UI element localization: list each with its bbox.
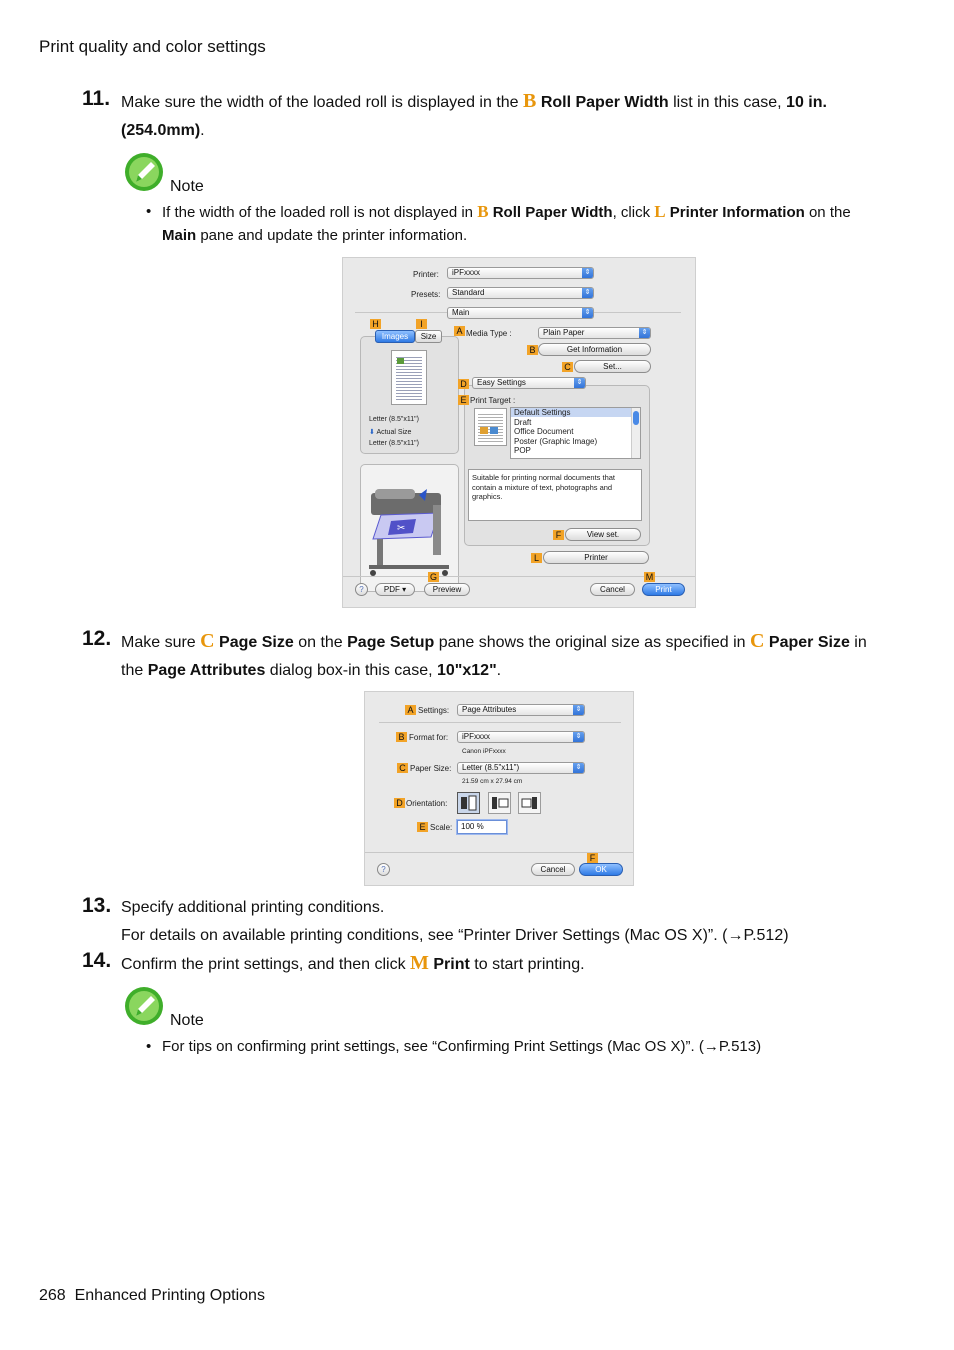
get-information-button[interactable]: Get Information [538,343,651,356]
callout-h: H [370,319,381,329]
note-pencil-icon [124,152,166,192]
ok-button[interactable]: OK [579,863,623,876]
step-12-text: Make sure C Page Size on the Page Setup pane shows the original size as specified in C Paper Size in the Page Attributes dialog box-in this case, 10"x12". [121,630,867,679]
popup-arrows-icon: ⇕ [582,267,593,279]
large-format-printer-icon [361,465,458,591]
paper-size-subtext: 21.59 cm x 27.94 cm [462,778,523,785]
printer-image-panel [360,464,459,592]
portrait-orientation-button[interactable] [457,792,480,814]
reverse-landscape-icon [519,793,540,813]
media-type-popup[interactable]: Plain Paper ⇕ [538,327,651,339]
format-for-popup[interactable]: iPFxxxx ⇕ [457,731,585,743]
footer-section: Enhanced Printing Options [74,1287,265,1304]
list-item[interactable]: Default Settings Draft Office Document Poster (Graphic Image) POP [514,408,598,455]
format-for-label: Format for: [409,733,449,742]
callout-f: F [553,530,564,540]
callout-a: A [454,326,465,336]
popup-arrows-icon: ⇕ [573,762,584,774]
set-button[interactable]: Set... [574,360,651,373]
note-2-bullet: • For tips on confirming print settings, see “Confirming Print Settings (Mac OS X)”. (→P.513) [146,1035,886,1059]
format-for-subtext: Canon iPFxxxx [462,748,506,755]
callout-c: C [562,362,573,372]
help-button[interactable]: ? [377,863,390,876]
step-number-11: 11. [82,87,111,110]
pane-popup[interactable]: Main ⇕ [447,307,594,319]
popup-arrows-icon: ⇕ [573,704,584,716]
cancel-button[interactable]: Cancel [590,583,635,596]
popup-arrows-icon: ⇕ [574,377,585,389]
popup-arrows-icon: ⇕ [582,307,593,319]
step-number-12: 12. [82,627,112,650]
popup-arrows-icon: ⇕ [582,287,593,299]
view-set-button[interactable]: View set. [565,528,641,541]
callout-b: B [527,345,538,355]
printer-popup[interactable]: iPFxxxx ⇕ [447,267,594,279]
scale-input[interactable]: 100 % [457,820,507,834]
svg-text:✂: ✂ [397,523,406,534]
step-number-13: 13. [82,894,112,917]
tab-images[interactable]: Images [375,330,415,343]
callout-a: A [405,705,416,715]
settings-popup[interactable]: Page Attributes ⇕ [457,704,585,716]
note-1-bullet: • If the width of the loaded roll is not displayed in B Roll Paper Width, click L Printer Information on the Main pane and update the printer information. [146,202,851,244]
tab-size[interactable]: Size [415,330,442,343]
target-thumbnail [474,408,507,446]
step-11-text: Make sure the width of the loaded roll is displayed in the B Roll Paper Width list in this case, 10 in. (254.0mm). [121,90,827,139]
note-label: Note [170,1012,204,1029]
callout-e: E [458,395,469,405]
note-pencil-icon [124,986,166,1026]
presets-popup[interactable]: Standard ⇕ [447,287,594,299]
bullet-dot: • [146,203,152,220]
help-button[interactable]: ? [355,583,368,596]
description-box: Suitable for printing normal documents that contain a mixture of text, photographs and graphics. [468,469,642,521]
callout-g: G [429,572,437,582]
scale-label: Scale: [430,823,453,832]
divider [379,722,621,723]
portrait-icon [458,793,479,813]
down-arrow-icon: ⬇ [369,429,375,436]
callout-f: F [587,853,598,863]
landscape-orientation-button[interactable] [488,792,511,814]
paper-size-popup[interactable]: Letter (8.5"x11") ⇕ [457,762,585,774]
bullet-dot: • [146,1038,152,1055]
callout-e: E [417,822,428,832]
callout-i: I [416,319,427,329]
page-footer [39,1287,265,1305]
page-number: 268 [39,1287,66,1304]
source-size: Letter (8.5"x11") [369,416,419,423]
callout-l: L [531,553,542,563]
step-14-text: Confirm the print settings, and then click M Print to start printing. [121,952,585,974]
print-button[interactable]: Print [642,583,685,596]
popup-arrows-icon: ⇕ [639,327,650,339]
step-number-14: 14. [82,949,112,972]
reverse-landscape-orientation-button[interactable] [518,792,541,814]
callout-m: M [645,572,654,582]
settings-label: Settings: [418,706,450,715]
print-target-label: Print Target : [470,396,516,405]
printer-label: Printer: [413,270,439,279]
list-scrollbar[interactable] [631,408,640,458]
presets-label: Presets: [411,290,441,299]
page-setup-dialog-screenshot [364,691,634,886]
actual-size-label: ⬇ Actual Size [369,429,412,436]
note-label: Note [170,178,204,195]
callout-c: C [397,763,408,773]
cancel-button[interactable]: Cancel [531,863,575,876]
paper-size-label: Paper Size: [410,764,452,773]
print-target-list[interactable] [510,407,641,459]
step-13-text: Specify additional printing conditions. For details on available printing conditions, see “Printer Driver Settings (Mac OS X)”. (→P.512) [121,899,789,944]
orientation-label: Orientation: [406,799,448,808]
popup-arrows-icon: ⇕ [573,731,584,743]
callout-b: B [396,732,407,742]
page-preview-thumbnail [391,350,427,405]
callout-d: D [458,379,469,389]
print-dialog-screenshot [342,257,696,608]
output-size: Letter (8.5"x11") [369,440,419,447]
easy-settings-popup[interactable]: Easy Settings ⇕ [472,377,586,389]
landscape-icon [489,793,510,813]
running-header: Print quality and color settings [39,37,266,56]
callout-d: D [394,798,405,808]
pdf-button[interactable]: PDF ▾ [375,583,415,596]
media-type-label: Media Type : [466,329,512,338]
printer-information-button[interactable]: Printer [543,551,649,564]
preview-button[interactable]: Preview [424,583,470,596]
